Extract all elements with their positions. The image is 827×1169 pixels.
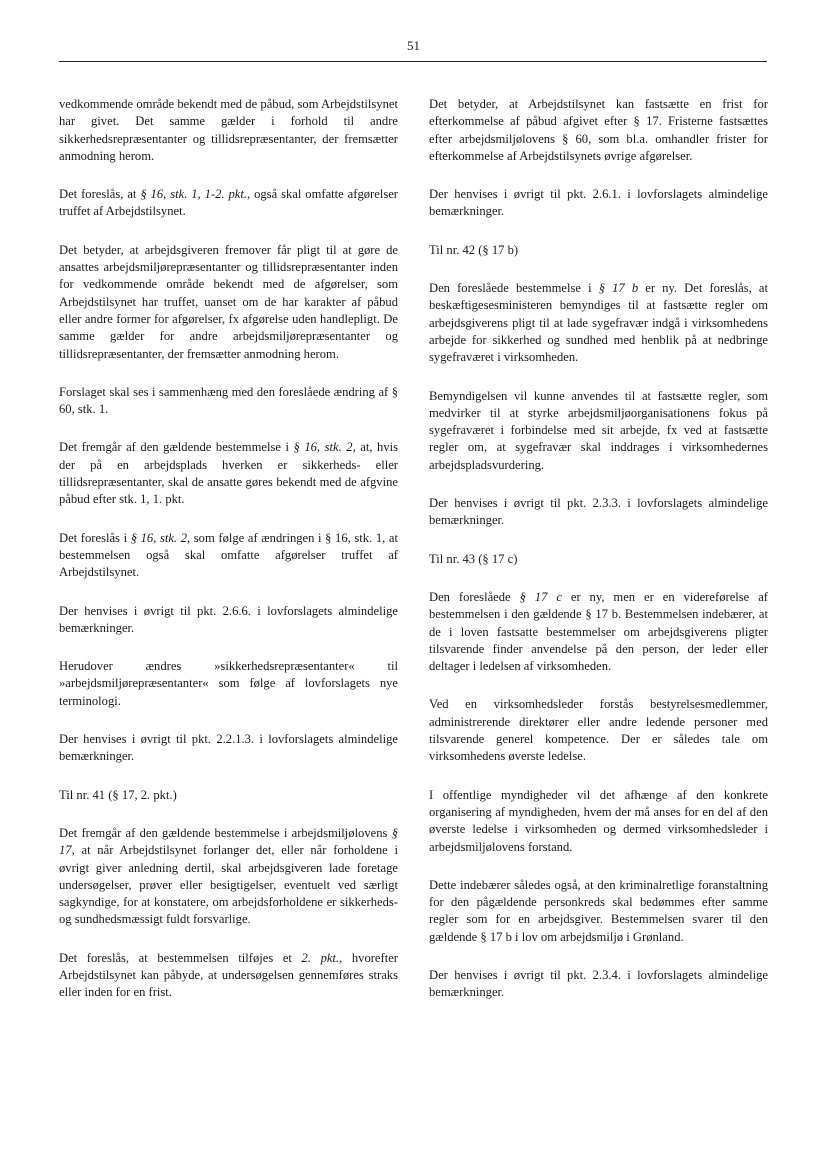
paragraph: [429, 280, 768, 366]
paragraph: [59, 825, 398, 929]
paragraph: Det betyder, at arbejdsgiveren fremover får pligt til at gøre de ansattes arbejdsmiljørepræsentanter og tillidsrepræsentanter inden for vedkommende område bekendt med de afgørelser, som Arbejdstilsynet har truffet, uanset om de har karakter af påbud eller andre former for afgørelser, fx afgørelse uden handlepligt. De samme gælder for andre arbejdsmiljørepræsentanter og tillidsrepræsentanter, der fremsætter anmodning herom.: [59, 242, 398, 361]
paragraph: Bemyndigelsen vil kunne anvendes til at fastsætte regler, som medvirker til at styrke arbejdsmiljøorganisationens fokus på sygefraværet i forbindelse med sit arbejde, fx ved at fastsætte regler om, at sygefravær skal inddrages i virksomhedernes arbejdspladsvurdering.: [429, 388, 768, 472]
paragraph: Herudover ændres »sikkerhedsrepræsentanter« til »arbejdsmiljørepræsentanter« som følge af lovforslagets nye terminologi.: [59, 659, 398, 708]
legal-reference: § 16, stk. 2,: [130, 530, 191, 545]
paragraph-text: Den foreslåede bestemmelse i: [429, 281, 599, 296]
section-heading: Til nr. 41 (§ 17, 2. pkt.): [59, 787, 177, 802]
paragraph-text: , også skal omfatte afgørelser truffet af Arbejdstilsynet.: [59, 187, 399, 219]
page-number: 51: [407, 38, 420, 53]
legal-reference: § 16, stk. 2: [293, 440, 353, 455]
paragraph-text: Det foreslås, at: [59, 187, 141, 202]
paragraph: Ved en virksomhedsleder forstås bestyrelsesmedlemmer, administrerende direktører eller andre ledende personer med tilsvarende generel kompetence. Der er således tale om virksomhedens øverste ledelse.: [429, 697, 768, 764]
paragraph: Der henvises i øvrigt til pkt. 2.6.6. i lovforslagets almindelige bemærkninger.: [59, 603, 398, 635]
paragraph-text: , hvorefter Arbejdstilsynet kan påbyde, at undersøgelsen gennemføres straks eller inden for en frist.: [59, 950, 398, 1000]
paragraph: I offentlige myndigheder vil det afhænge af den konkrete organisering af myndigheden, hvem der må anses for en del af den øverste ledelse i virksomheden og dermed virksomhedsleder i arbejdsmiljølovens forstand.: [429, 787, 768, 854]
paragraph-text: , at når Arbejdstilsynet forlanger det, eller når forholdene i øvrigt giver anledning dertil, skal arbejdsgiveren lade foretage undersøgelser, prøver eller besigtigelser, eventuelt ved særligt sagkyndige, for at konstatere, om arbejdsforholdene er sikkerheds- og sundhedsmæssigt fuldt forsvarlige.: [59, 843, 398, 927]
paragraph-text: er ny. Det foreslås, at beskæftigesesministeren bemyndiges til at fastsætte regler om arbejdsgiverens pligt til at lade sygefravær indgå i virksomhedens arbejde for sikkerhed og sundhed med henblik på at nedbringe sygefraværet i virksomheden.: [429, 281, 768, 365]
paragraph: [59, 530, 398, 582]
paragraph: [59, 186, 398, 221]
section-heading: Til nr. 42 (§ 17 b): [429, 242, 519, 257]
paragraph-text: er ny, men er en videreførelse af bestemmelsen i den gældende § 17 b. Bestemmelsen indebærer, at de i loven fastsatte bestemmelser om arbejdsgiverens pligter tilsvarende finder anvendelse på den person, der leder eller deltager i ledelsen af virksomheden.: [429, 589, 768, 674]
paragraph: Der henvises i øvrigt til pkt. 2.3.3. i lovforslagets almindelige bemærkninger.: [429, 496, 768, 528]
section-heading: Til nr. 43 (§ 17 c): [429, 551, 518, 566]
legal-reference: 2. pkt.: [301, 950, 340, 965]
paragraph: [429, 589, 768, 675]
paragraph-text: , at, hvis der på en arbejdsplads hverken er sikkerheds- eller tillidsrepræsentanter, skal de ansatte gøres bekendt med de afgvine påbud efter stk. 1, 1. pkt.: [59, 440, 398, 507]
paragraph-text: Det fremgår af den gældende bestemmelse i: [59, 440, 294, 455]
left-column: [59, 96, 398, 1002]
paragraph-text: Det foreslås i: [59, 530, 131, 545]
paragraph: Forslaget skal ses i sammenhæng med den foreslåede ændring af § 60, stk. 1.: [59, 384, 398, 417]
paragraph: [59, 439, 398, 508]
paragraph: Der henvises i øvrigt til pkt. 2.2.1.3. i lovforslagets almindelige bemærkninger.: [59, 732, 398, 764]
paragraph: Der henvises i øvrigt til pkt. 2.3.4. i lovforslagets almindelige bemærkninger.: [429, 967, 768, 1000]
paragraph-text: Den foreslåede: [429, 589, 520, 604]
paragraph-text: Det foreslås, at bestemmelsen tilføjes et: [59, 950, 302, 965]
paragraph: Dette indebærer således også, at den kriminalretlige foranstaltning for den pågældende personkreds skal bedømmes efter samme regler som for en arbejdsgiver. Bestemmelsen svarer til den gældende § 17 b i lov om arbejdsmiljø i Grønland.: [429, 877, 768, 944]
paragraph-text: som følge af ændringen i § 16, stk. 1, at bestemmelsen også skal omfatte afgørelser truffet af Arbejdstilsynet.: [59, 530, 398, 580]
paragraph: Det betyder, at Arbejdstilsynet kan fastsætte en frist for efterkommelse af påbud afgivet efter § 17. Fristerne fastsættes efter arbejdsmiljølovens § 60, som bl.a. omhandler frister for efterkommelse af Arbejdstilsynets øvrige afgørelser.: [429, 97, 768, 163]
paragraph-text: Det fremgår af den gældende bestemmelse i arbejdsmiljølovens: [59, 825, 392, 840]
header-rule: [59, 61, 767, 62]
legal-reference: § 16, stk. 1, 1-2. pkt.: [140, 187, 248, 202]
paragraph: vedkommende område bekendt med de påbud, som Arbejdstilsynet har givet. Det samme gælder i forhold til andre sikkerhedsrepræsentanter og tillidsrepræsentanter, der fremsætter anmodning herom.: [59, 97, 398, 163]
paragraph: [59, 950, 398, 1002]
legal-reference: § 17: [59, 825, 398, 858]
paragraph: Der henvises i øvrigt til pkt. 2.6.1. i lovforslagets almindelige bemærkninger.: [429, 187, 768, 219]
legal-reference: § 17 b: [598, 281, 639, 296]
right-column: [429, 96, 768, 1002]
legal-reference: § 17 c: [519, 589, 562, 604]
